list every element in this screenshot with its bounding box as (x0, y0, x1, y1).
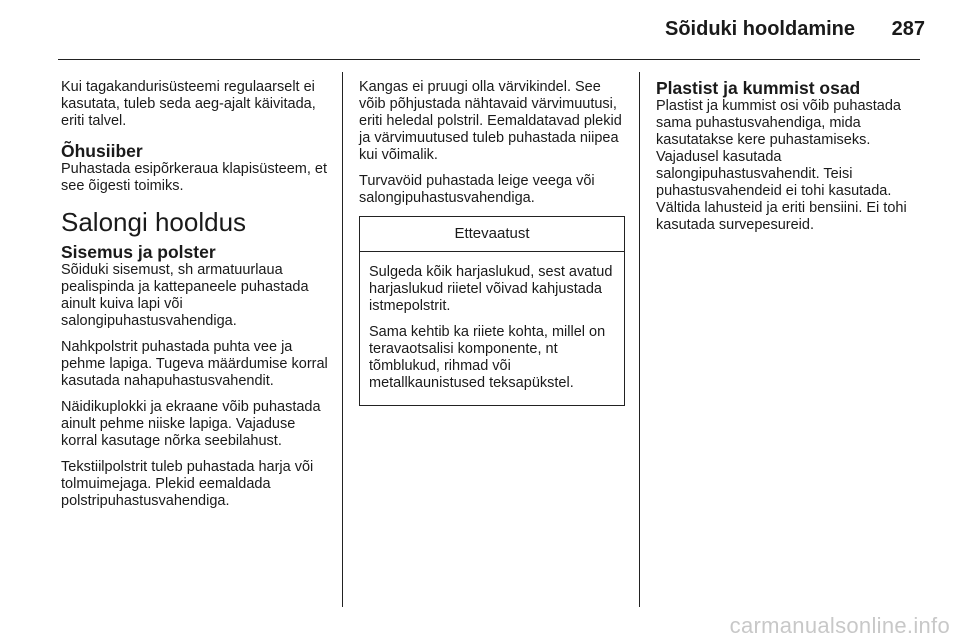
plastic-rubber-paragraph: Plastist ja kummist osi võib puhastada sama puhastusvahendiga, mida kasutatakse kere puhastamiseks. Vajadusel kasutada salongipuhastusvahendit. Teisi puhastusvahendeid ei tohi kasutada. Vältida lahusteid ja eriti bensiini. Ei tohi kasutada survepesureid. (656, 98, 907, 233)
watermark-footer: carmanualsonline.info (729, 613, 950, 638)
fabric-paragraph: Kangas ei pruugi olla värvikindel. See võib põhjustada nähtavaid värvimuutusi, eriti heledal polstril. Eemaldatavad plekid ja värvimuutused tuleb puhastada niipea kui võimalik. (359, 79, 622, 163)
ohusiiber-heading: Õhusiiber (61, 141, 143, 161)
plastic-rubber-heading: Plastist ja kummist osad (656, 78, 861, 98)
column-3 (656, 79, 924, 243)
page-number: 287 (891, 18, 925, 40)
column-divider-1 (342, 72, 343, 607)
sisemus-paragraph-3: Näidikuplokki ja ekraane võib puhastada ainult pehme niiske lapiga. Vajaduse korral kasutage nõrka seebilahust. (61, 399, 321, 449)
caution-paragraph-1: Sulgeda kõik harjaslukud, sest avatud harjaslukud riietel võivad kahjustada istmepolstrit. (369, 264, 613, 314)
header-rule (58, 59, 920, 60)
header-title: Sõiduki hooldamine (664, 18, 855, 40)
caution-title: Ettevaatust (360, 217, 624, 252)
caution-paragraph-2: Sama kehtib ka riiete kohta, millel on teravaotsalisi komponente, nt tõmblukud, rihmad või metallkaunistused teksapükstel. (369, 324, 606, 391)
sisemus-paragraph-2: Nahkpolstrit puhastada puhta vee ja pehme lapiga. Tugeva määrdumise korral kasutada nahapuhastusvahendit. (61, 339, 328, 389)
sisemus-paragraph-1: Sõiduki sisemust, sh armatuurlaua pealispinda ja kattepaneele puhastada ainult kuiva lapi või salongipuhastusvahendiga. (61, 262, 309, 329)
column-1 (61, 79, 329, 519)
caution-body (360, 252, 624, 405)
sisemus-heading: Sisemus ja polster (61, 242, 216, 262)
sisemus-paragraph-4: Tekstiilpolstrit tuleb puhastada harja või tolmuimejaga. Plekid eemaldada polstripuhastusvahendiga. (61, 459, 314, 509)
intro-paragraph: Kui tagakandurisüsteemi regulaarselt ei kasutata, tuleb seda aeg-ajalt käivitada, eriti talvel. (61, 79, 316, 129)
column-divider-2 (639, 72, 640, 607)
seatbelt-paragraph: Turvavöid puhastada leige veega või salongipuhastusvahendiga. (359, 173, 595, 206)
ohusiiber-paragraph: Puhastada esipõrkeraua klapisüsteem, et see õigesti toimiks. (61, 161, 327, 194)
caution-box (359, 216, 625, 406)
column-2 (359, 79, 625, 406)
section-heading: Salongi hooldus (61, 207, 247, 237)
